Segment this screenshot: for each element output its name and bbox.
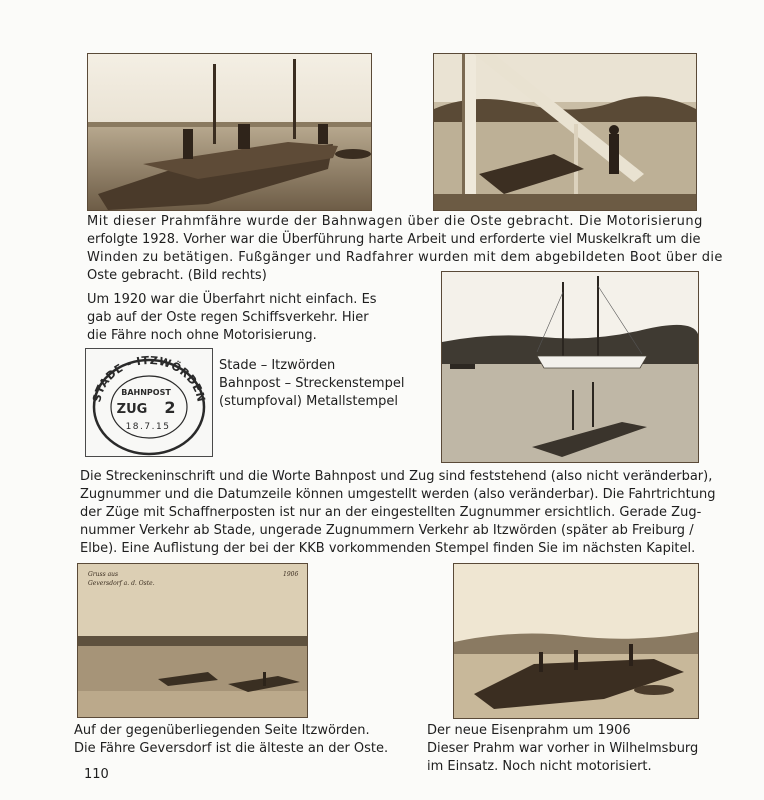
caption-bottom-right-line: Dieser Prahm war vorher in Wilhelmsburg xyxy=(427,741,699,756)
stamp-caption-line: Bahnpost – Streckenstempel xyxy=(219,376,405,391)
postmark-stamp xyxy=(85,348,213,457)
stamp-bahnpost: BAHNPOST xyxy=(121,388,171,397)
paragraph-middle xyxy=(80,468,716,558)
caption-bottom-left-line: Die Fähre Geversdorf ist die älteste an der Oste. xyxy=(74,741,389,756)
caption-bottom-left xyxy=(74,722,404,758)
caption-bottom-right xyxy=(427,722,727,776)
paragraph-middle-line: Elbe). Eine Auflistung der bei der KKB vorkommenden Stempel finden Sie im nächsten Kapitel. xyxy=(80,541,696,556)
paragraph-middle-line: der Züge mit Schaffnerposten ist nur an der eingestellten Zugnummer ersichtlich. Gerade Zug- xyxy=(80,505,702,520)
photo-sailing-ship xyxy=(441,271,699,463)
page-number: 110 xyxy=(84,767,109,782)
caption-bottom-right-line: Der neue Eisenprahm um 1906 xyxy=(427,723,631,738)
stamp-date: 18.7.15 xyxy=(125,422,171,432)
caption-bottom-right-line: im Einsatz. Noch nicht motorisiert. xyxy=(427,759,652,774)
photo-postcard-geversdorf xyxy=(77,563,308,718)
postcard-header-line1: Gruss aus xyxy=(88,571,119,578)
caption-top-line: Winden zu betätigen. Fußgänger und Radfahrer wurden mit dem abgebildeten Boot über die xyxy=(87,250,723,265)
stamp-caption-line: Stade – Itzwörden xyxy=(219,358,336,373)
caption-1920-line: gab auf der Oste regen Schiffsverkehr. Hier xyxy=(87,310,369,325)
photo-eisenprahm xyxy=(453,563,699,719)
photo-pier-boat xyxy=(433,53,697,211)
caption-top-line: Oste gebracht. (Bild rechts) xyxy=(87,268,267,283)
paragraph-middle-line: Zugnummer und die Datumzeile können umgestellt werden (also veränderbar). Die Fahrtrichtung xyxy=(80,487,716,502)
caption-top-line: Mit dieser Prahmfähre wurde der Bahnwagen über die Oste gebracht. Die Motorisierung xyxy=(87,214,703,229)
caption-1920-line: Um 1920 war die Überfahrt nicht einfach. Es xyxy=(87,292,377,307)
stamp-ring-text: STADE - ITZWÖRDEN xyxy=(90,353,208,404)
caption-1920-line: die Fähre noch ohne Motorisierung. xyxy=(87,328,317,343)
stamp-caption xyxy=(219,357,429,411)
caption-bottom-left-line: Auf der gegenüberliegenden Seite Itzwörden. xyxy=(74,723,370,738)
postcard-header-line2: Geversdorf a. d. Oste. xyxy=(88,580,155,587)
caption-1920 xyxy=(87,291,427,345)
postcard-year: 1906 xyxy=(283,571,299,578)
caption-top-line: erfolgte 1928. Vorher war die Überführung harte Arbeit und erforderte viel Muskelkraft um die xyxy=(87,232,701,247)
stamp-caption-line: (stumpfoval) Metallstempel xyxy=(219,394,398,409)
paragraph-middle-line: Die Streckeninschrift und die Worte Bahnpost und Zug sind feststehend (also nicht veränderbar), xyxy=(80,469,713,484)
paragraph-middle-line: nummer Verkehr ab Stade, ungerade Zugnummern Verkehr ab Itzwörden (später ab Freiburg / xyxy=(80,523,694,538)
stamp-zug-number: 2 xyxy=(164,398,176,417)
photo-prahm-ferry xyxy=(87,53,372,211)
stamp-zug: ZUG xyxy=(116,402,148,417)
